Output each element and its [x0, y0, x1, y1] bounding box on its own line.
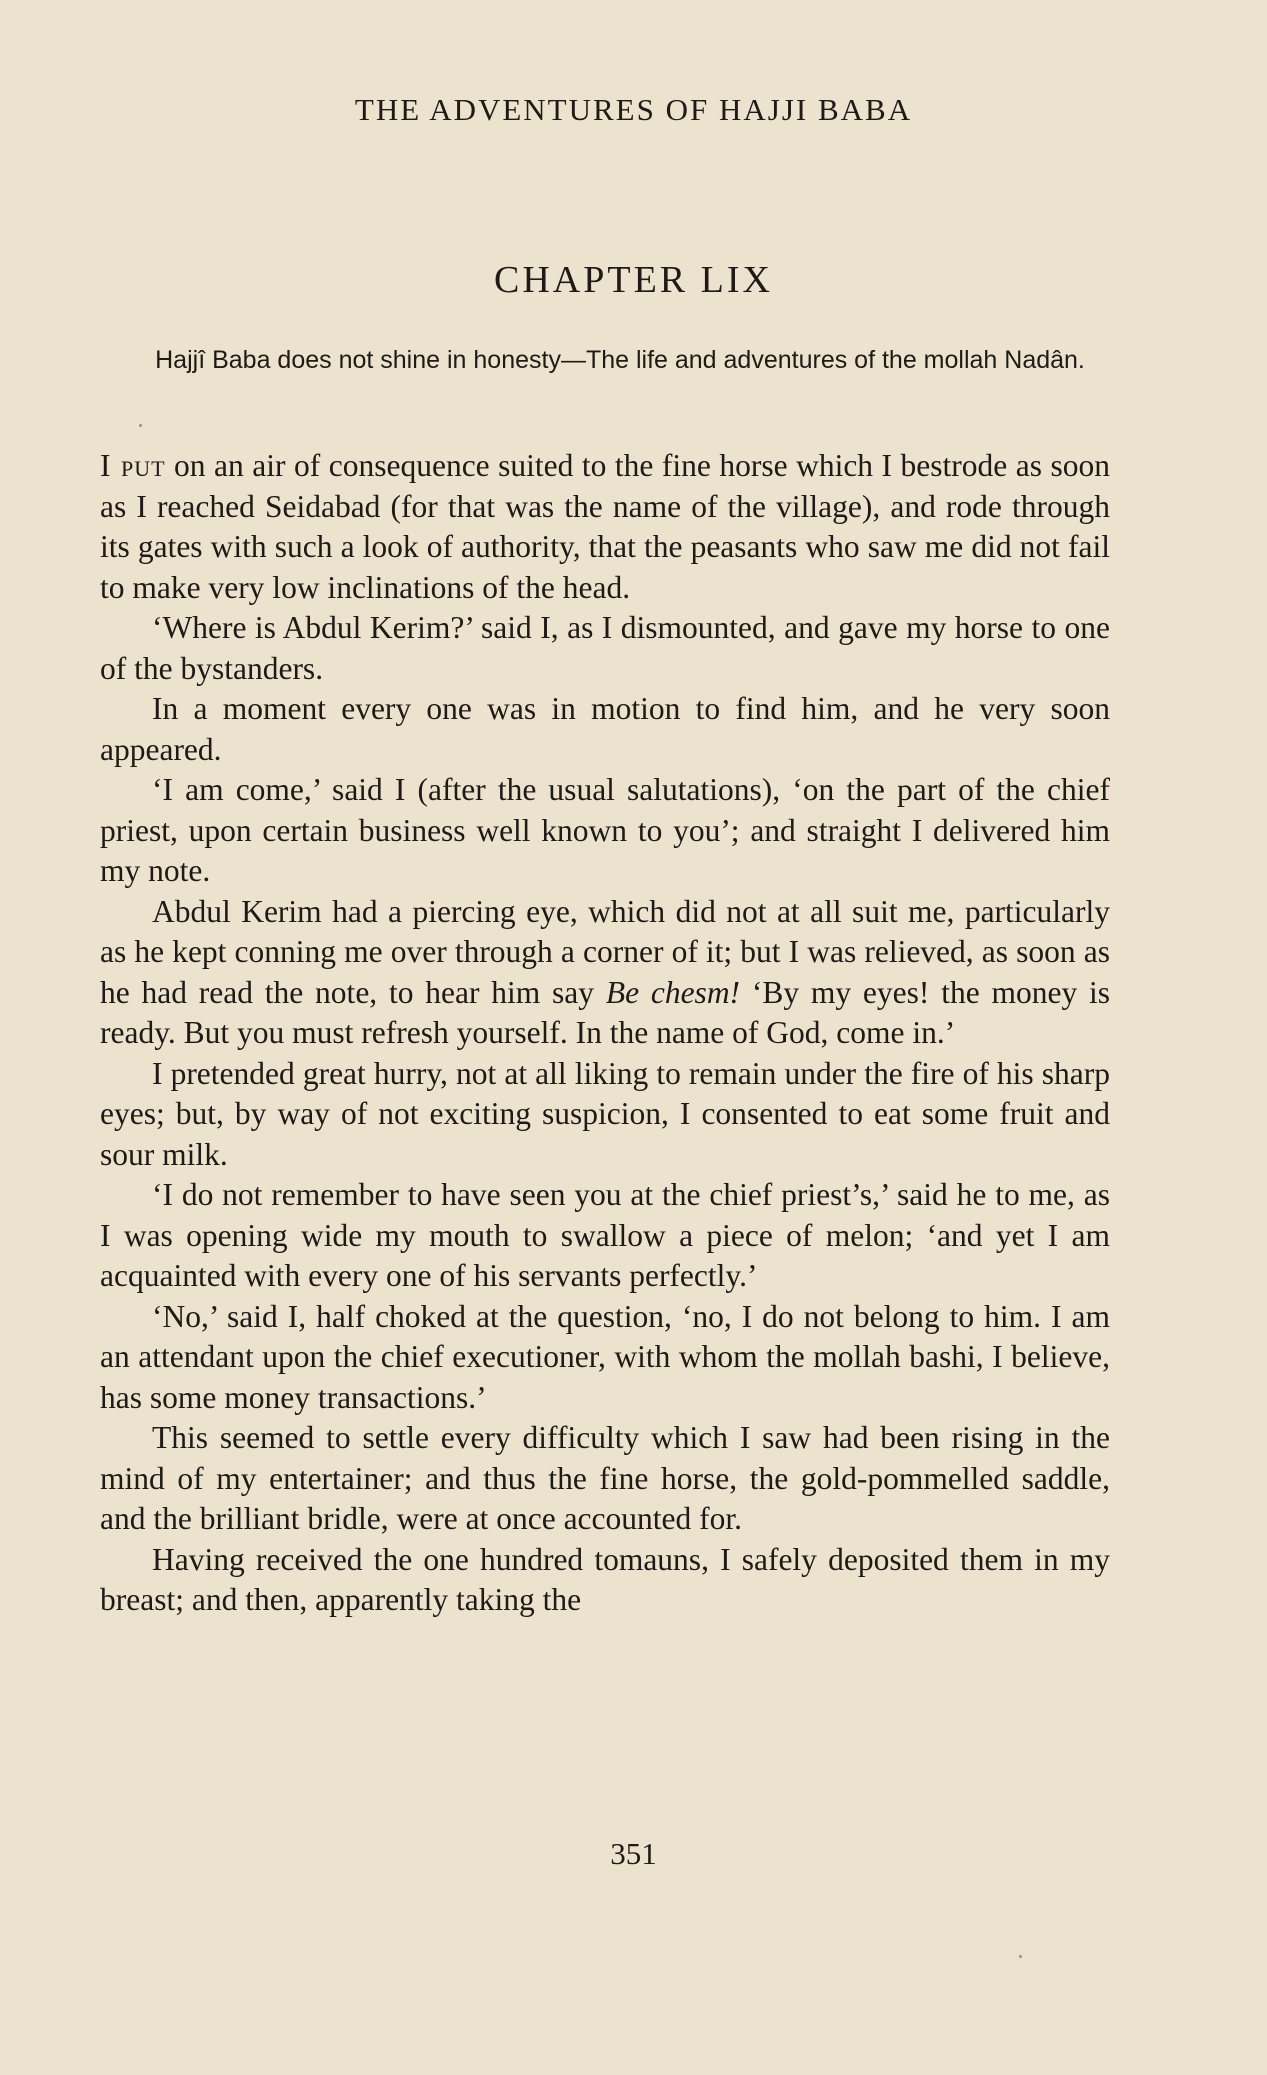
paragraph: ‘Where is Abdul Kerim?’ said I, as I dismounted, and gave my horse to one of the bystanders. [100, 610, 1110, 686]
paragraph: ‘No,’ said I, half choked at the question, ‘no, I do not belong to him. I am an attendant upon the chief executioner, with whom the mollah bashi, I believe, has some money transactions.’ [100, 1298, 1110, 1415]
italic-phrase: Be chesm! [605, 974, 741, 1010]
paragraph-text: on an air of consequence suited to the fine horse which I bestrode as soon as I reached Seidabad (for that was the name of the village), and rode through its gates with such a look of authority, that the peasants who saw me did not fail to make very low inclinations of the head. [100, 448, 1110, 605]
opening-words: I put [100, 448, 166, 483]
paragraph [100, 446, 1110, 608]
paper-speck [139, 424, 142, 427]
page-number: 351 [610, 1836, 657, 1871]
paragraph-text: ‘By my eyes! the money is ready. But you must refresh yourself. In the name of God, come in.’ [100, 974, 1110, 1050]
paragraph: ‘I do not remember to have seen you at the chief priest’s,’ said he to me, as I was opening wide my mouth to swallow a piece of melon; ‘and yet I am acquainted with every one of his servants perfectly.’ [100, 1177, 1110, 1293]
paragraph-text: Abdul Kerim had a piercing eye, which did not at all suit me, particularly as he kept conning me over through a corner of it; but I was relieved, as soon as he had read the note, to hear him say [100, 893, 1110, 1010]
paragraph [100, 892, 1110, 1054]
paragraph: In a moment every one was in motion to find him, and he very soon appeared. [100, 691, 1110, 767]
body-text [100, 446, 1110, 1621]
paragraph: This seemed to settle every difficulty which I saw had been rising in the mind of my entertainer; and thus the fine horse, the gold-pommelled saddle, and the brilliant bridle, were at once accounted for. [100, 1420, 1110, 1536]
paragraph: ‘I am come,’ said I (after the usual salutations), ‘on the part of the chief priest, upon certain business well known to you’; and straight I delivered him my note. [100, 772, 1110, 888]
running-head: THE ADVENTURES OF HAJJI BABA [354, 92, 913, 127]
paper-speck [1019, 1955, 1022, 1958]
chapter-synopsis: Hajjî Baba does not shine in honesty—The life and adventures of the mollah Nadân. [155, 346, 1085, 374]
paragraph: I pretended great hurry, not at all liking to remain under the fire of his sharp eyes; but, by way of not exciting suspicion, I consented to eat some fruit and sour milk. [100, 1055, 1110, 1172]
chapter-title: CHAPTER LIX [494, 259, 773, 301]
paragraph: Having received the one hundred tomauns, I safely deposited them in my breast; and then, apparently taking the [100, 1541, 1110, 1617]
